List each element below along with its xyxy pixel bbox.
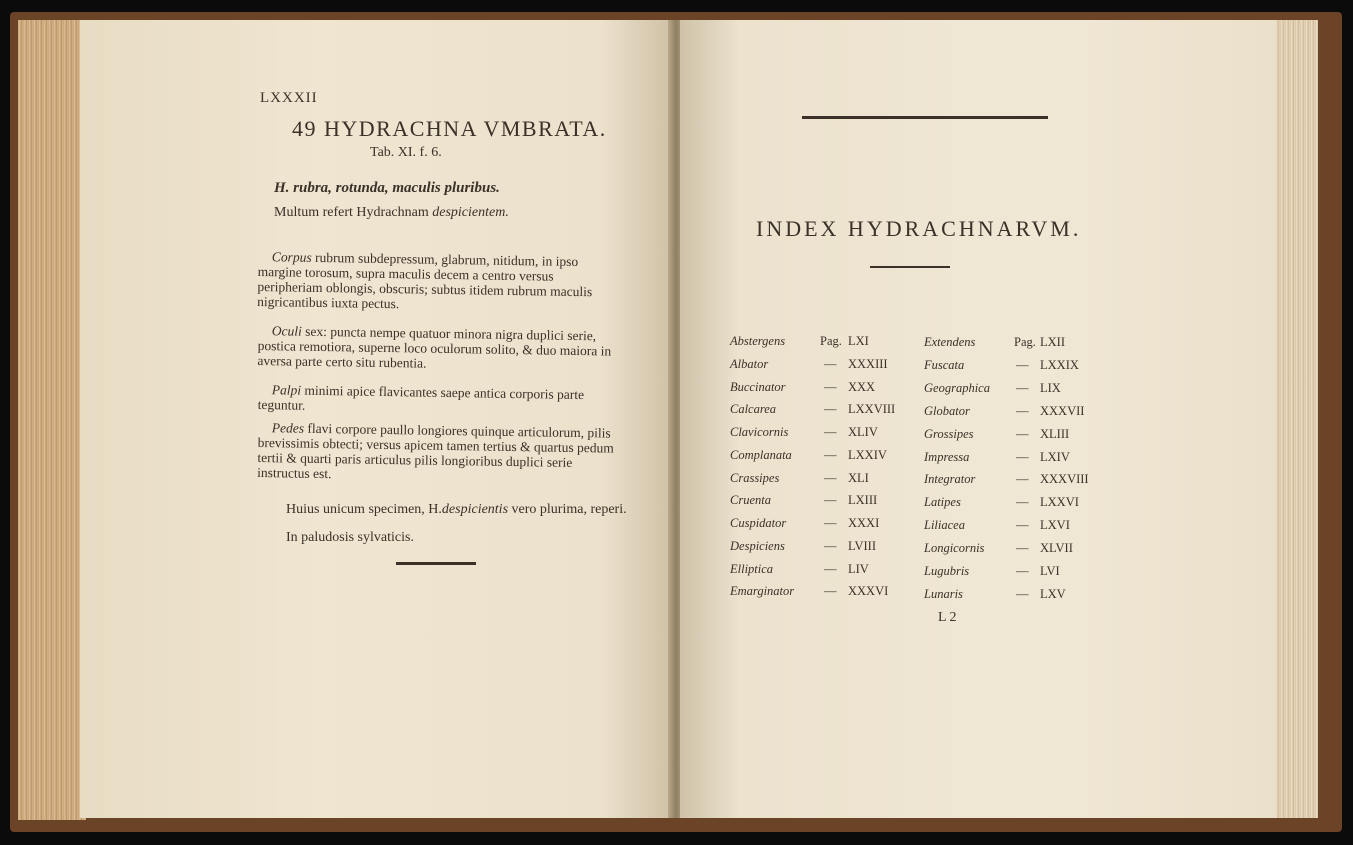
intro-line [274,205,509,221]
specimen-suffix: vero plurima, reperi. [511,502,627,517]
index-entry-name: Integrator [924,472,976,487]
paragraph-corpus [257,249,620,315]
index-entry-name: Emarginator [730,584,795,599]
end-rule [396,562,476,565]
index-entry-page: LXXIX [1040,357,1079,372]
paragraph-text: flavi corpore paullo longiores quinque articulorum, pilis brevissimis obtecti; versus apicem tamen tertius & quartus pedum tertii & quarti paris articulus pilis longioribus duplici serie instructus est. [257,420,614,482]
index-entry-page: XXXVII [1040,403,1085,418]
index-title: INDEX HYDRACHNARVM. [756,216,1082,241]
intro-italic: despicientem. [432,205,509,220]
index-entry-page: LXXVI [1040,495,1079,510]
index-entry-name: Clavicornis [730,425,789,439]
index-entry-page: LXV [1040,586,1066,601]
title-rule [870,266,950,268]
index-dash: — [824,447,838,462]
index-dash: — [1016,449,1030,464]
index-entry-page: LXXVIII [848,402,896,417]
species-number: 49 [292,116,317,141]
index-dash: — [824,516,838,530]
paragraph-text: rubrum subdepressum, glabrum, nitidum, in ipso margine torosum, supra maculis decem a centro versus peripheriam oblongis, obscuris; subtus itidem rubrum maculis nigricantibus iuxta pectus. [257,249,593,312]
paragraph-text: sex: puncta nempe quatuor minora nigra duplici serie, postica remotiora, superne loco oculorum solito, & duo maiora in aversa parte certo situ rubentia. [257,323,612,371]
paragraph-text: minimi apice flavicantes saepe antica corporis parte teguntur. [257,382,585,413]
paragraph-lead: Palpi [271,382,302,398]
index-entry-page: LXVI [1040,518,1070,533]
index-dash: — [1016,541,1030,556]
species-heading [292,116,607,142]
paragraph-lead: Pedes [271,420,305,436]
specimen-italic: despicientis [441,502,509,517]
page-edges-right [1270,20,1318,818]
paragraph-lead: Oculi [271,323,302,339]
paragraph-lead: Corpus [271,249,312,265]
index-entry-name: Albator [730,356,769,371]
index-pag-label: Pag. [820,334,842,348]
index-entry-page: XXXI [848,516,880,530]
index-entry-name: Complanata [730,447,792,462]
index-entry-name: Crassipes [730,470,780,485]
index-dash: — [824,356,838,371]
index-dash: — [1016,495,1030,510]
index-dash: — [824,402,838,417]
index-entry-page: XLIII [1040,426,1070,441]
intro-text: Multum refert Hydrachnam [274,205,429,220]
index-entry-name: Lunaris [924,586,963,601]
index-dash: — [1016,380,1030,395]
index-entry-page: XLVII [1040,541,1073,556]
index-dash: — [1016,518,1030,533]
index-entry-page: XLI [848,470,869,485]
index-entry-page: LXIV [1040,449,1070,464]
index-entry-page: LXI [848,334,869,348]
index-entry-name: Grossipes [924,426,974,441]
index-entry-page: LIX [1040,380,1061,395]
index-entry-name: Globator [924,403,970,418]
index-entry-name: Buccinator [730,379,786,394]
specimen-prefix: Huius unicum specimen, H. [286,502,442,517]
species-title: HYDRACHNA VMBRATA. [324,116,607,141]
paragraph-palpi [258,382,620,418]
index-entry-page: LXXIV [848,447,887,462]
index-entry-name: Geographica [924,380,990,395]
index-entry-name: Longicornis [924,541,985,556]
index-entry-name: Abstergens [730,334,786,348]
index-entry-name: Latipes [924,495,961,510]
index-dash: — [824,425,838,439]
index-dash: — [824,493,838,508]
index-entry-page: LIV [848,561,869,576]
index-dash: — [824,561,838,576]
index-entry-name: Despiciens [730,538,785,553]
index-entry-name: Cruenta [730,493,771,508]
index-entry-name: Liliacea [924,518,965,533]
index-dash: — [824,470,838,485]
index-entry-page: LXIII [848,493,878,508]
right-page [680,20,1276,818]
index-entry-page: XXXVI [848,584,889,599]
index-entry-name: Cuspidator [730,516,787,530]
index-entry-page: LVI [1040,564,1060,578]
index-dash: — [824,379,838,394]
index-entry-page: XXXVIII [1040,472,1089,487]
index-entry-page: XXX [848,379,876,394]
index-pag-label: Pag. [1014,335,1036,349]
diagnosis: H. rubra, rotunda, maculis pluribus. [274,180,500,196]
index-entry-page: LVIII [848,538,877,553]
index-entry-page: XXXIII [848,356,888,371]
index-dash: — [824,538,838,553]
top-rule [802,116,1048,119]
index-dash: — [824,584,838,599]
specimen-line [286,502,627,518]
index-entry-name: Fuscata [924,357,965,372]
index-entry-page: XLIV [848,425,878,439]
signature-mark: L 2 [938,610,957,625]
page-folio: LXXXII [260,90,318,106]
index-entry-name: Elliptica [730,561,774,576]
index-entry-name: Impressa [924,449,970,464]
index-entry-name: Calcarea [730,402,777,417]
index-dash: — [1016,586,1030,601]
paragraph-oculi [257,323,620,374]
index-dash: — [1016,426,1030,441]
paragraph-pedes [257,420,620,486]
index-dash: — [1016,357,1030,372]
page-edges-left [18,20,86,820]
habitat-line: In paludosis sylvaticis. [286,530,414,545]
plate-reference: Tab. XI. f. 6. [370,145,442,160]
index-entry-name: Lugubris [924,564,970,578]
index-entry-page: LXII [1040,335,1065,349]
index-dash: — [1016,564,1030,578]
index-dash: — [1016,472,1030,487]
index-entry-name: Extendens [924,335,976,349]
index-dash: — [1016,403,1030,418]
